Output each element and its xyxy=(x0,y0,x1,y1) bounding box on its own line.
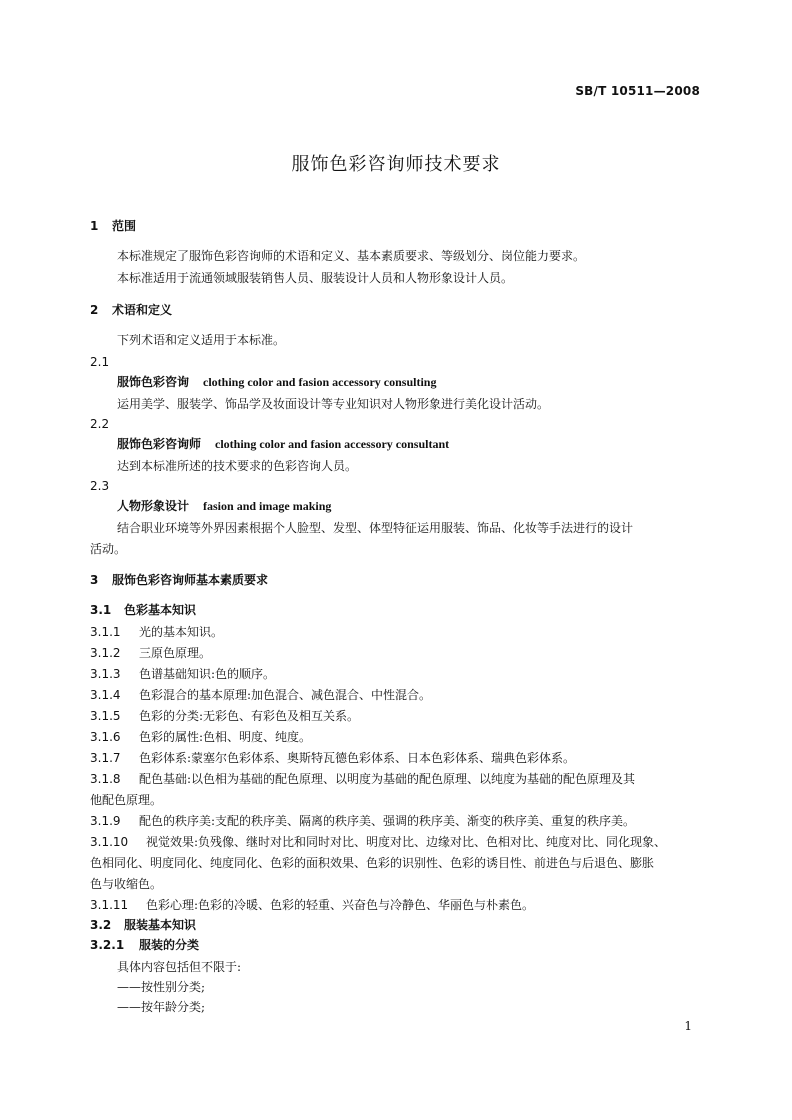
subsection-title: 色彩基本知识 xyxy=(124,603,197,617)
dash-item: ——按年龄分类; xyxy=(117,1000,206,1014)
subsection-title: 服装基本知识 xyxy=(124,918,197,932)
item-number: 3.1.3 xyxy=(90,667,121,681)
section-title: 服饰色彩咨询师基本素质要求 xyxy=(112,573,269,587)
list-item xyxy=(90,897,534,913)
section-number: 3 xyxy=(90,573,99,587)
section-1-heading xyxy=(90,218,136,234)
item-number: 3.1.1 xyxy=(90,625,121,639)
term-number: 2.1 xyxy=(90,355,110,369)
section-title: 术语和定义 xyxy=(112,303,173,317)
item-text: 配色基础:以色相为基础的配色原理、以明度为基础的配色原理、以纯度为基础的配色原理及其 xyxy=(139,772,636,786)
subsection-number: 3.1 xyxy=(90,603,112,617)
term-english: clothing color and fasion accessory consulting xyxy=(203,375,437,389)
item-number: 3.1.7 xyxy=(90,751,121,765)
item-number: 3.1.5 xyxy=(90,709,121,723)
section-title: 范围 xyxy=(112,219,137,233)
list-item xyxy=(90,750,575,766)
item-number: 3.1.11 xyxy=(90,898,129,912)
item-text-cont: 色与收缩色。 xyxy=(90,877,163,891)
term-definition-cont: 活动。 xyxy=(90,542,127,556)
item-text: 配色的秩序美:支配的秩序美、隔离的秩序美、强调的秩序美、渐变的秩序美、重复的秩序美。 xyxy=(139,814,636,828)
term-name: 服饰色彩咨询师 xyxy=(117,437,202,451)
subsection-heading xyxy=(90,937,199,953)
list-item xyxy=(90,645,211,661)
item-text-cont: 色相同化、明度同化、纯度同化、色彩的面积效果、色彩的识别性、色彩的诱目性、前进色与后退色、膨胀 xyxy=(90,856,655,870)
page-number: 1 xyxy=(684,1019,692,1033)
list-item xyxy=(90,771,635,787)
list-item xyxy=(90,624,223,640)
term-definition: 达到本标准所述的技术要求的色彩咨询人员。 xyxy=(117,459,358,473)
subsection-number: 3.2 xyxy=(90,918,112,932)
item-text: 色彩的分类:无彩色、有彩色及相互关系。 xyxy=(139,709,360,723)
term-definition: 运用美学、服装学、饰品学及妆面设计等专业知识对人物形象进行美化设计活动。 xyxy=(117,397,550,411)
term-english: clothing color and fasion accessory consultant xyxy=(215,437,450,451)
standard-code: SB/T 10511—2008 xyxy=(575,84,700,98)
list-item xyxy=(90,708,359,724)
list-item xyxy=(90,687,431,703)
term-heading xyxy=(117,436,449,452)
subsection-number: 3.2.1 xyxy=(90,938,125,952)
list-item xyxy=(90,729,311,745)
term-number: 2.3 xyxy=(90,479,110,493)
list-item xyxy=(90,834,666,850)
subsection-heading xyxy=(90,602,196,618)
item-text: 色谱基础知识:色的顺序。 xyxy=(139,667,276,681)
item-text: 光的基本知识。 xyxy=(139,625,224,639)
item-number: 3.1.10 xyxy=(90,835,129,849)
term-heading xyxy=(117,374,436,390)
item-number: 3.1.6 xyxy=(90,730,121,744)
paragraph: 本标准适用于流通领域服装销售人员、服装设计人员和人物形象设计人员。 xyxy=(117,271,514,285)
term-name: 人物形象设计 xyxy=(117,499,190,513)
term-definition: 结合职业环境等外界因素根据个人脸型、发型、体型特征运用服装、饰品、化妆等手法进行的设计 xyxy=(117,521,634,535)
list-item xyxy=(90,666,275,682)
item-number: 3.1.8 xyxy=(90,772,121,786)
item-text-cont: 他配色原理。 xyxy=(90,793,163,807)
paragraph: 本标准规定了服饰色彩咨询师的术语和定义、基本素质要求、等级划分、岗位能力要求。 xyxy=(117,249,586,263)
item-text: 色彩混合的基本原理:加色混合、减色混合、中性混合。 xyxy=(139,688,432,702)
item-text: 色彩的属性:色相、明度、纯度。 xyxy=(139,730,312,744)
term-heading xyxy=(117,498,331,514)
section-2-heading xyxy=(90,302,172,318)
item-text: 色彩心理:色彩的冷暖、色彩的轻重、兴奋色与冷静色、华丽色与朴素色。 xyxy=(146,898,535,912)
paragraph: 下列术语和定义适用于本标准。 xyxy=(117,333,286,347)
term-number: 2.2 xyxy=(90,417,110,431)
section-number: 2 xyxy=(90,303,99,317)
item-number: 3.1.9 xyxy=(90,814,121,828)
item-number: 3.1.2 xyxy=(90,646,121,660)
item-number: 3.1.4 xyxy=(90,688,121,702)
list-item xyxy=(90,813,635,829)
dash-item: ——按性别分类; xyxy=(117,980,206,994)
item-text: 三原色原理。 xyxy=(139,646,212,660)
item-text: 视觉效果:负残像、继时对比和同时对比、明度对比、边缘对比、色相对比、纯度对比、同化现象、 xyxy=(146,835,667,849)
item-text: 色彩体系:蒙塞尔色彩体系、奥斯特瓦德色彩体系、日本色彩体系、瑞典色彩体系。 xyxy=(139,751,576,765)
subsection-title: 服装的分类 xyxy=(139,938,200,952)
document-title: 服饰色彩咨询师技术要求 xyxy=(291,154,501,175)
subsection-heading xyxy=(90,917,196,933)
term-name: 服饰色彩咨询 xyxy=(117,375,190,389)
paragraph: 具体内容包括但不限于: xyxy=(117,960,242,974)
section-number: 1 xyxy=(90,219,99,233)
term-english: fasion and image making xyxy=(203,499,332,513)
section-3-heading xyxy=(90,572,268,588)
